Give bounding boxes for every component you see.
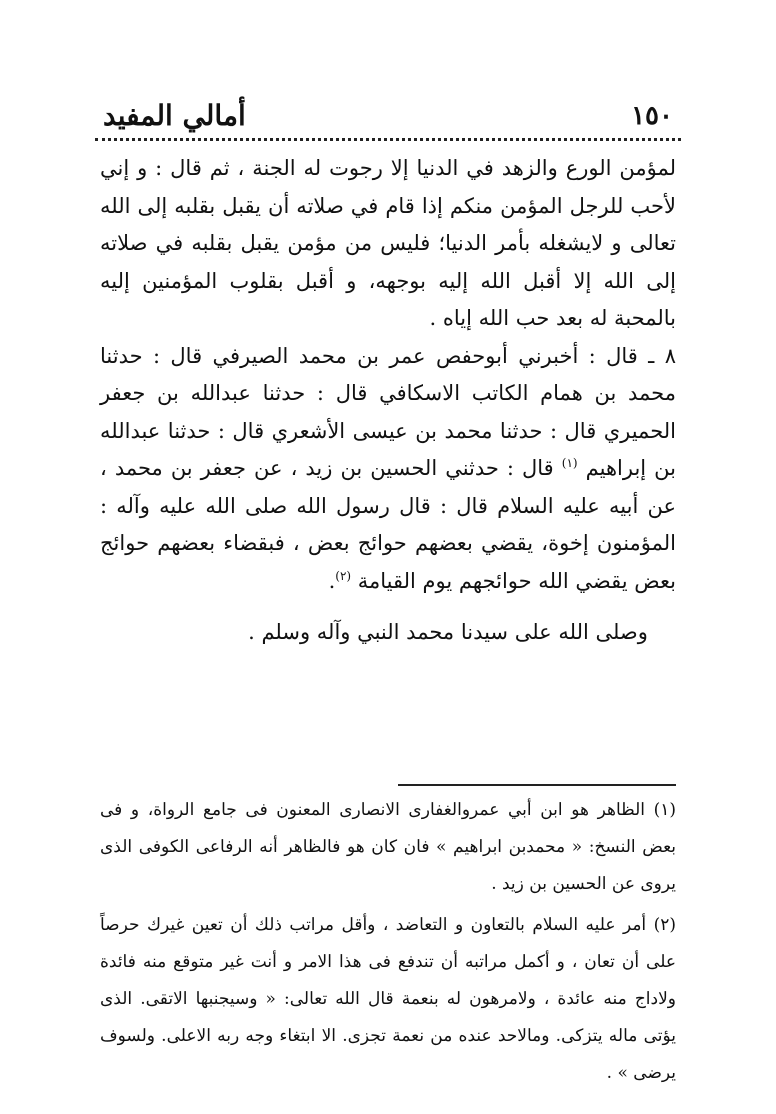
paragraph-2-text-cont: قال : حدثني الحسين بن زيد ، عن جعفر بن محمد ، عن أبيه عليه السلام قال : قال رسول الله صلى الله عليه وآله : المؤمنون إخوة، يقضي بعضهم حوائج بعض ، فبقضاء بعضهم حوائج بعض يقضي الله حوائجهم يوم القيامة	[100, 456, 676, 593]
header-dotted-rule	[95, 138, 681, 141]
paragraph-1: لمؤمن الورع والزهد في الدنيا إلا رجوت له الجنة ، ثم قال : و إني لأحب للرجل المؤمن منكم إذا قام في صلاته أن يقبل بقلبه إلى الله تعالى و لايشغله بأمر الدنيا؛ فليس من مؤمن يقبل بقلبه في صلاته إلى الله إلا أقبل الله إليه بوجهه، و أقبل بقلوب المؤمنين إليه بالمحبة له بعد حب الله إياه .	[100, 156, 676, 330]
closing-salutation: وصلى الله على سيدنا محمد النبي وآله وسلم .	[248, 620, 648, 644]
footnote-ref-1: (١)	[561, 456, 578, 470]
book-title: أمالي المفيد	[103, 99, 246, 132]
footnote-separator	[398, 784, 676, 786]
paragraph-2-text: ٨ ـ قال : أخبرني أبوحفص عمر بن محمد الصيرفي قال : حدثنا محمد بن همام الكاتب الاسكافي قال : حدثنا عبدالله بن جعفر الحميري قال : حدثنا محمد بن عيسى الأشعري قال : حدثنا عبدالله بن إبراهيم	[100, 343, 676, 480]
paragraph-2	[100, 338, 676, 601]
page-number: ١٥٠	[631, 101, 673, 131]
footnote-1: (١) الظاهر هو ابن أبي عمروالغفارى الانصارى المعنون فى جامع الرواة، و فى بعض النسخ: « محمدبن ابراهيم » فان كان هو فالظاهر أنه الرفاعى الكوفى الذى يروى عن الحسين بن زيد .	[100, 800, 676, 894]
footnotes	[100, 792, 676, 1092]
footnote-ref-2: (٢)	[335, 568, 352, 583]
main-text	[100, 150, 676, 652]
footnote-2: (٢) أمر عليه السلام بالتعاون و التعاضد ، وأقل مراتب ذلك أن تعين غيرك حرصاً على أن تعان ، و أكمل مراتبه أن تندفع فى هذا الامر و أنت غير متوقع منه فائدة ولاداج منه عائدة ، ولامرهون له بنعمة قال الله تعالى: « وسيجنبها الاتقى. الذى يؤتى ماله يتزكى. ومالاحد عنده من نعمة تجزى. الا ابتغاء وجه ربه الاعلى. ولسوف يرضى » .	[100, 915, 676, 1083]
paragraph-2-end: .	[328, 568, 336, 593]
page-header	[95, 95, 681, 135]
